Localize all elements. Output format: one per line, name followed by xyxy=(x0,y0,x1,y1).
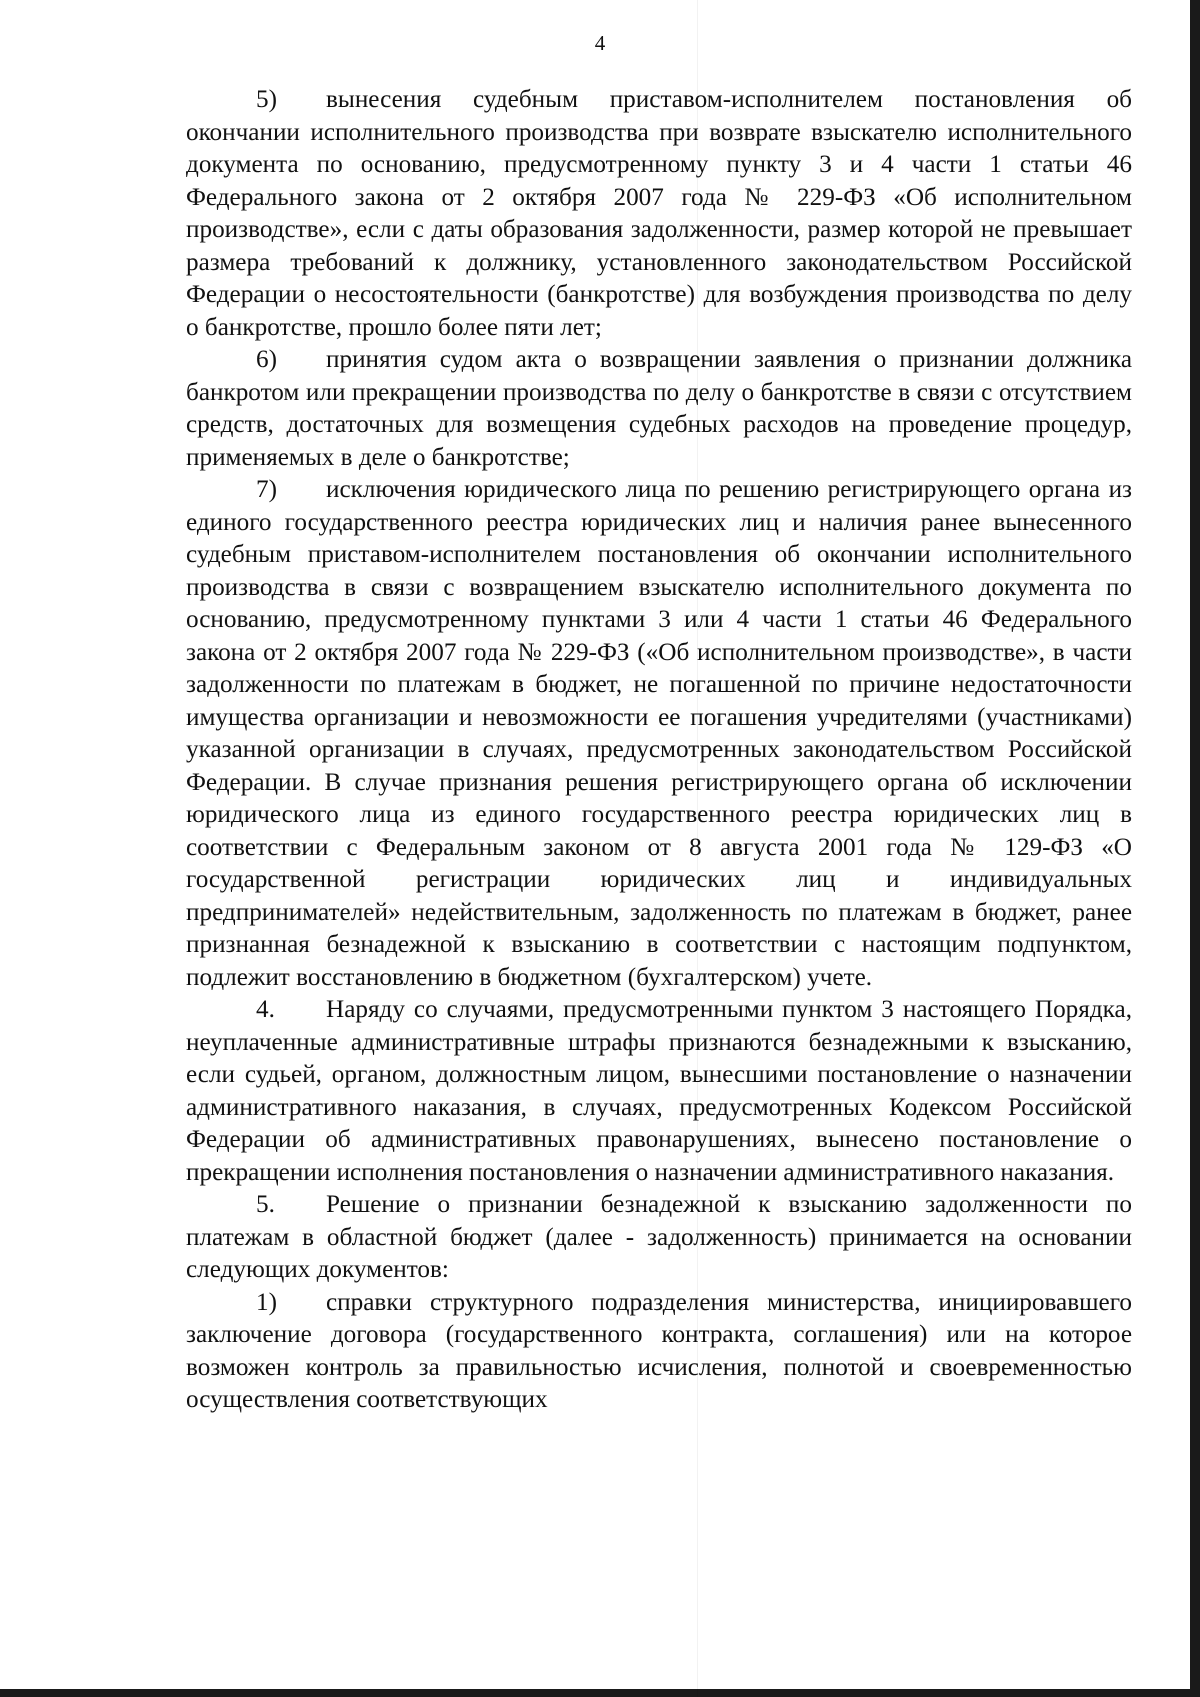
document-body xyxy=(186,84,1132,1417)
paragraph-text: исключения юридического лица по решению регистрирующего органа из единого государственного реестра юридических лиц и наличия ранее вынесенного судебным приставом-исполнителем постановления об окончании исполнительного производства в связи с возвращением взыскателю исполнительного документа по основанию, предусмотренному пунктами 3 или 4 части 1 статьи 46 Федерального закона от 2 октября 2007 года № 229-ФЗ («Об исполнительном производстве», в части задолженности по платежам в бюджет, не погашенной по причине недостаточности имущества организации и невозможности ее погашения учредителями (участниками) указанной организации в случаях, предусмотренных законодательством Российской Федерации. В случае признания решения регистрирующего органа об исключении юридического лица из единого государственного реестра юридических лиц в соответствии с Федеральным законом от 8 августа 2001 года № 129-ФЗ «О государственной регистрации юридических лиц и индивидуальных предпринимателей» недействительным, задолженность по платежам в бюджет, ранее признанная безнадежной к взысканию в соответствии с настоящим подпунктом, подлежит восстановлению в бюджетном (бухгалтерском) учете. xyxy=(186,476,1132,991)
paragraph-item-6 xyxy=(186,344,1132,474)
paragraph-text: принятия судом акта о возвращении заявления о признании должника банкротом или прекращении производства по делу о банкротстве в связи с отсутствием средств, достаточных для возмещения судебных расходов на проведение процедур, применяемых в деле о банкротстве; xyxy=(186,346,1132,471)
paragraph-section-4 xyxy=(186,994,1132,1189)
paragraph-text: Решение о признании безнадежной к взысканию задолженности по платежам в областной бюджет (далее - задолженность) принимается на основании следующих документов: xyxy=(186,1191,1132,1283)
section-number: 5. xyxy=(256,1191,275,1218)
section-number: 4. xyxy=(256,996,275,1023)
paragraph-section-5 xyxy=(186,1189,1132,1287)
paragraph-item-7 xyxy=(186,474,1132,994)
item-number: 5) xyxy=(256,86,277,113)
paragraph-text: справки структурного подразделения министерства, инициировавшего заключение договора (государственного контракта, соглашения) или на которое возможен контроль за правильностью исчисления, полнотой и своевременностью осуществления соответствующих xyxy=(186,1288,1132,1413)
paragraph-item-1 xyxy=(186,1287,1132,1417)
item-number: 6) xyxy=(256,346,277,373)
paragraph-text: Наряду со случаями, предусмотренными пунктом 3 настоящего Порядка, неуплаченные административные штрафы признаются безнадежными к взысканию, если судьей, органом, должностным лицом, вынесшими постановление о назначении административного наказания, в случаях, предусмотренных Кодексом Российской Федерации об административных правонарушениях, вынесено постановление о прекращении исполнения постановления о назначении административного наказания. xyxy=(186,996,1132,1186)
item-number: 7) xyxy=(256,476,277,503)
paragraph-item-5 xyxy=(186,84,1132,344)
paragraph-text: вынесения судебным приставом-исполнителем постановления об окончании исполнительного производства при возврате взыскателю исполнительного документа по основанию, предусмотренному пункту 3 и 4 части 1 статьи 46 Федерального закона от 2 октября 2007 года № 229-ФЗ «Об исполнительном производстве», если с даты образования задолженности, размер которой не превышает размера требований к должнику, установленного законодательством Российской Федерации о несостоятельности (банкротстве) для возбуждения производства по делу о банкротстве, прошло более пяти лет; xyxy=(186,86,1132,341)
item-number: 1) xyxy=(256,1288,277,1316)
page-number: 4 xyxy=(594,31,606,55)
